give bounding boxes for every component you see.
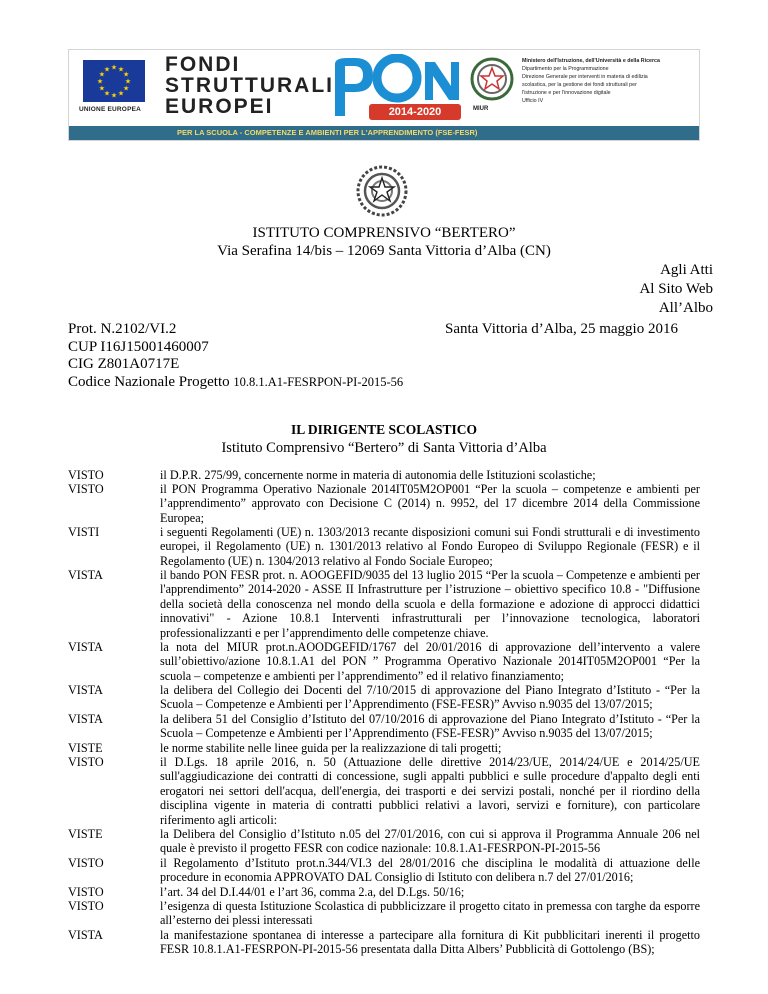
clause-label: VISTE [68, 827, 103, 841]
eu-star-icon: ★ [98, 70, 106, 79]
clause-label: VISTO [68, 885, 104, 899]
clause-label: VISTO [68, 482, 104, 496]
clause-row [68, 525, 700, 568]
clause-row [68, 755, 700, 827]
cup-code: CUP I16J15001460007 [68, 338, 209, 355]
cig-code: CIG Z801A0717E [68, 356, 180, 372]
eu-star-icon: ★ [122, 70, 130, 79]
clause-row [68, 712, 700, 741]
clause-row [68, 568, 700, 640]
banner-strip: PER LA SCUOLA - COMPETENZE E AMBIENTI PER L'APPRENDIMENTO (FSE-FESR) [69, 126, 699, 140]
clause-text: il D.P.R. 275/99, concernente norme in materia di autonomia delle Istituzioni scolastiche; [160, 468, 596, 482]
clause-text: la nota del MIUR prot.n.AOODGEFID/1767 del 20/01/2016 di approvazione dell’intervento a valere sull’obiettivo/azione 10.8.1.A1 del PON ” Programma Operativo Nazionale 2014IT05M2OP001 “Per la scuola – competenze e ambienti per l’apprendimento” ed il relativo finanziamento; [160, 640, 700, 683]
ministry-line: Direzione Generale per interventi in materia di edilizia [522, 74, 648, 80]
clause-text: le norme stabilite nelle linee guida per la realizzazione di tali progetti; [160, 741, 502, 755]
clause-label: VISTO [68, 899, 104, 913]
clause-text: la manifestazione spontanea di interesse a partecipare alla fornitura di Kit pubblicitari inerenti il progetto FESR 10.8.1.A1-FESRPON-PI-2015-56 presentata dalla Ditta Albers’ Pubblicità di Gottolengo (BS); [160, 928, 700, 957]
clause-row [68, 827, 700, 856]
clause-row [68, 640, 700, 683]
eu-star-icon: ★ [110, 63, 118, 72]
fondi-line: STRUTTURALI [165, 74, 334, 97]
eu-star-icon: ★ [124, 77, 132, 86]
fondi-line: EUROPEI [165, 95, 274, 118]
clause-label: VISTE [68, 741, 103, 755]
eu-star-icon: ★ [103, 65, 111, 74]
clause-text: il D.Lgs. 18 aprile 2016, n. 50 (Attuazione delle direttive 2014/23/UE, 2014/24/UE e 2014/25/UE sull'aggiudicazione dei contratti di concessione, sugli appalti pubblici e sulle procedure d'appalto degli enti erogatori nei settori dell'acqua, dell'energia, dei trasporti e dei servizi postali, nonché per il riordino della disciplina vigente in materia di contratti pubblici relativi a lavori, servizi e forniture), con particolare riferimento agli articoli: [160, 755, 700, 827]
clause-label: VISTI [68, 525, 100, 539]
pon-banner [68, 49, 700, 141]
document-date: Santa Vittoria d’Alba, 25 maggio 2016 [445, 321, 678, 337]
clause-label: VISTO [68, 856, 104, 870]
clause-label: VISTA [68, 683, 103, 697]
ministry-line: scolastica, per la gestione dei fondi strutturali per [522, 82, 637, 88]
clause-label: VISTA [68, 568, 103, 582]
miur-label: MIUR [473, 106, 489, 112]
ministry-line: Ministero dell'Istruzione, dell'Università e della Ricerca [522, 58, 660, 64]
clause-text: il Regolamento d’Istituto prot.n.344/VI.3 del 28/01/2016 che disciplina le modalità di attuazione delle procedure in economia APPROVATO DAL Consiglio di Istituto con delibera n.7 del 27/01/2016; [160, 856, 700, 885]
clause-text: il bando PON FESR prot. n. AOOGEFID/9035 del 13 luglio 2015 “Per la scuola – Competenze e ambienti per l'apprendimento” 2014-2020 - ASSE II Infrastrutture per l’istruzione – obiettivo specifico 10.8 - "Diffusione della società della conoscenza nel mondo della scuola e della formazione e adozione di approcci didattici innovativi" - Azione 10.8.1 Interventi infrastrutturali per l’innovazione tecnologica, laboratori professionalizzanti e per l’apprendimento delle competenze chiave. [160, 568, 700, 640]
document-title: IL DIRIGENTE SCOLASTICO [290, 422, 478, 437]
clause-text: l’esigenza di questa Istituzione Scolastica di pubblicizzare il progetto citato in premessa con targhe da esporre all’esterno dei plessi interessati [160, 899, 700, 928]
recipients-block [639, 261, 713, 318]
document-subtitle: Istituto Comprensivo “Bertero” di Santa Vittoria d’Alba [221, 440, 547, 456]
clause-label: VISTO [68, 468, 104, 482]
protocol-number: Prot. N.2102/VI.2 [68, 321, 177, 337]
clause-label: VISTO [68, 755, 104, 769]
project-code-label: Codice Nazionale Progetto [68, 373, 234, 390]
clause-row [68, 468, 700, 482]
clause-row [68, 899, 700, 928]
clause-label: VISTA [68, 640, 103, 654]
clause-row [68, 885, 700, 899]
clause-text: il PON Programma Operativo Nazionale 2014IT05M2OP001 “Per la scuola – competenze e ambienti per l’apprendimento” approvato con Decisione C (2014) n. 9952, del 17 dicembre 2014 della Commissione Europea; [160, 482, 700, 525]
clause-row [68, 928, 700, 957]
clause-row [68, 482, 700, 525]
eu-star-icon: ★ [110, 91, 118, 100]
institute-address: Via Serafina 14/bis – 12069 Santa Vittoria d’Alba (CN) [217, 243, 551, 259]
institute-name: ISTITUTO COMPRENSIVO “BERTERO” [252, 225, 516, 241]
eu-star-icon: ★ [117, 89, 125, 98]
clause-row [68, 856, 700, 885]
eu-star-icon: ★ [122, 84, 130, 93]
fondi-line: FONDI [165, 53, 241, 76]
eu-star-icon: ★ [117, 65, 125, 74]
ministry-line: Ufficio IV [522, 98, 544, 104]
italian-republic-emblem-icon [355, 164, 409, 218]
clause-text: la Delibera del Consiglio d’Istituto n.05 del 27/01/2016, con cui si approva il Programma Annuale 206 nel quale è previsto il progetto FESR con codice nazionale: 10.8.1.A1-FESRPON-PI-2015-56 [160, 827, 700, 856]
clause-row [68, 741, 700, 755]
eu-label: UNIONE EUROPEA [79, 106, 142, 113]
clause-text: i seguenti Regolamenti (UE) n. 1303/2013 recante disposizioni comuni sui Fondi strutturali e di investimento europei, il Regolamento (UE) n. 1301/2013 relativo al Fondo Europeo di Sviluppo Regionale (FESR) e il Regolamento (UE) n. 1304/2013 relativo al Fondo Sociale Europeo; [160, 525, 700, 568]
clause-text: l’art. 34 del D.I.44/01 e l’art 36, comma 2.a, del D.Lgs. 50/16; [160, 885, 465, 899]
eu-star-icon: ★ [103, 89, 111, 98]
fondi-strutturali-logo [165, 54, 334, 117]
ministry-text [522, 57, 697, 105]
italian-republic-emblem-icon [469, 56, 515, 102]
eu-star-icon: ★ [96, 77, 104, 86]
ministry-line: l'istruzione e per l'innovazione digitale [522, 90, 611, 96]
eu-flag-icon [83, 60, 145, 102]
recipient: All’Albo [658, 300, 713, 316]
pon-years-badge: 2014-2020 [369, 104, 461, 120]
clause-row [68, 683, 700, 712]
clause-label: VISTA [68, 712, 103, 726]
clause-text: la delibera 51 del Consiglio d’Istituto del 07/10/2016 di approvazione del Piano Integrato d’Istituto - “Per la Scuola – Competenze e Ambienti per l’Apprendimento (FSE-FESR)” Avviso n.9035 del 13/07/2015; [160, 712, 700, 741]
protocol-block [68, 321, 403, 391]
recipient: Agli Atti [660, 262, 713, 278]
eu-star-icon: ★ [98, 84, 106, 93]
ministry-line: Dipartimento per la Programmazione [522, 66, 609, 72]
recipient: Al Sito Web [639, 281, 713, 297]
project-code [68, 374, 403, 392]
clause-text: la delibera del Collegio dei Docenti del 7/10/2015 di approvazione del Piano Integrato d’Istituto - “Per la Scuola – Competenze e Ambienti per l’Apprendimento (FSE-FESR)” Avviso n.9035 del 13/07/2015; [160, 683, 700, 712]
project-code-value: 10.8.1.A1-FESRPON-PI-2015-56 [233, 374, 404, 389]
clause-label: VISTA [68, 928, 103, 942]
